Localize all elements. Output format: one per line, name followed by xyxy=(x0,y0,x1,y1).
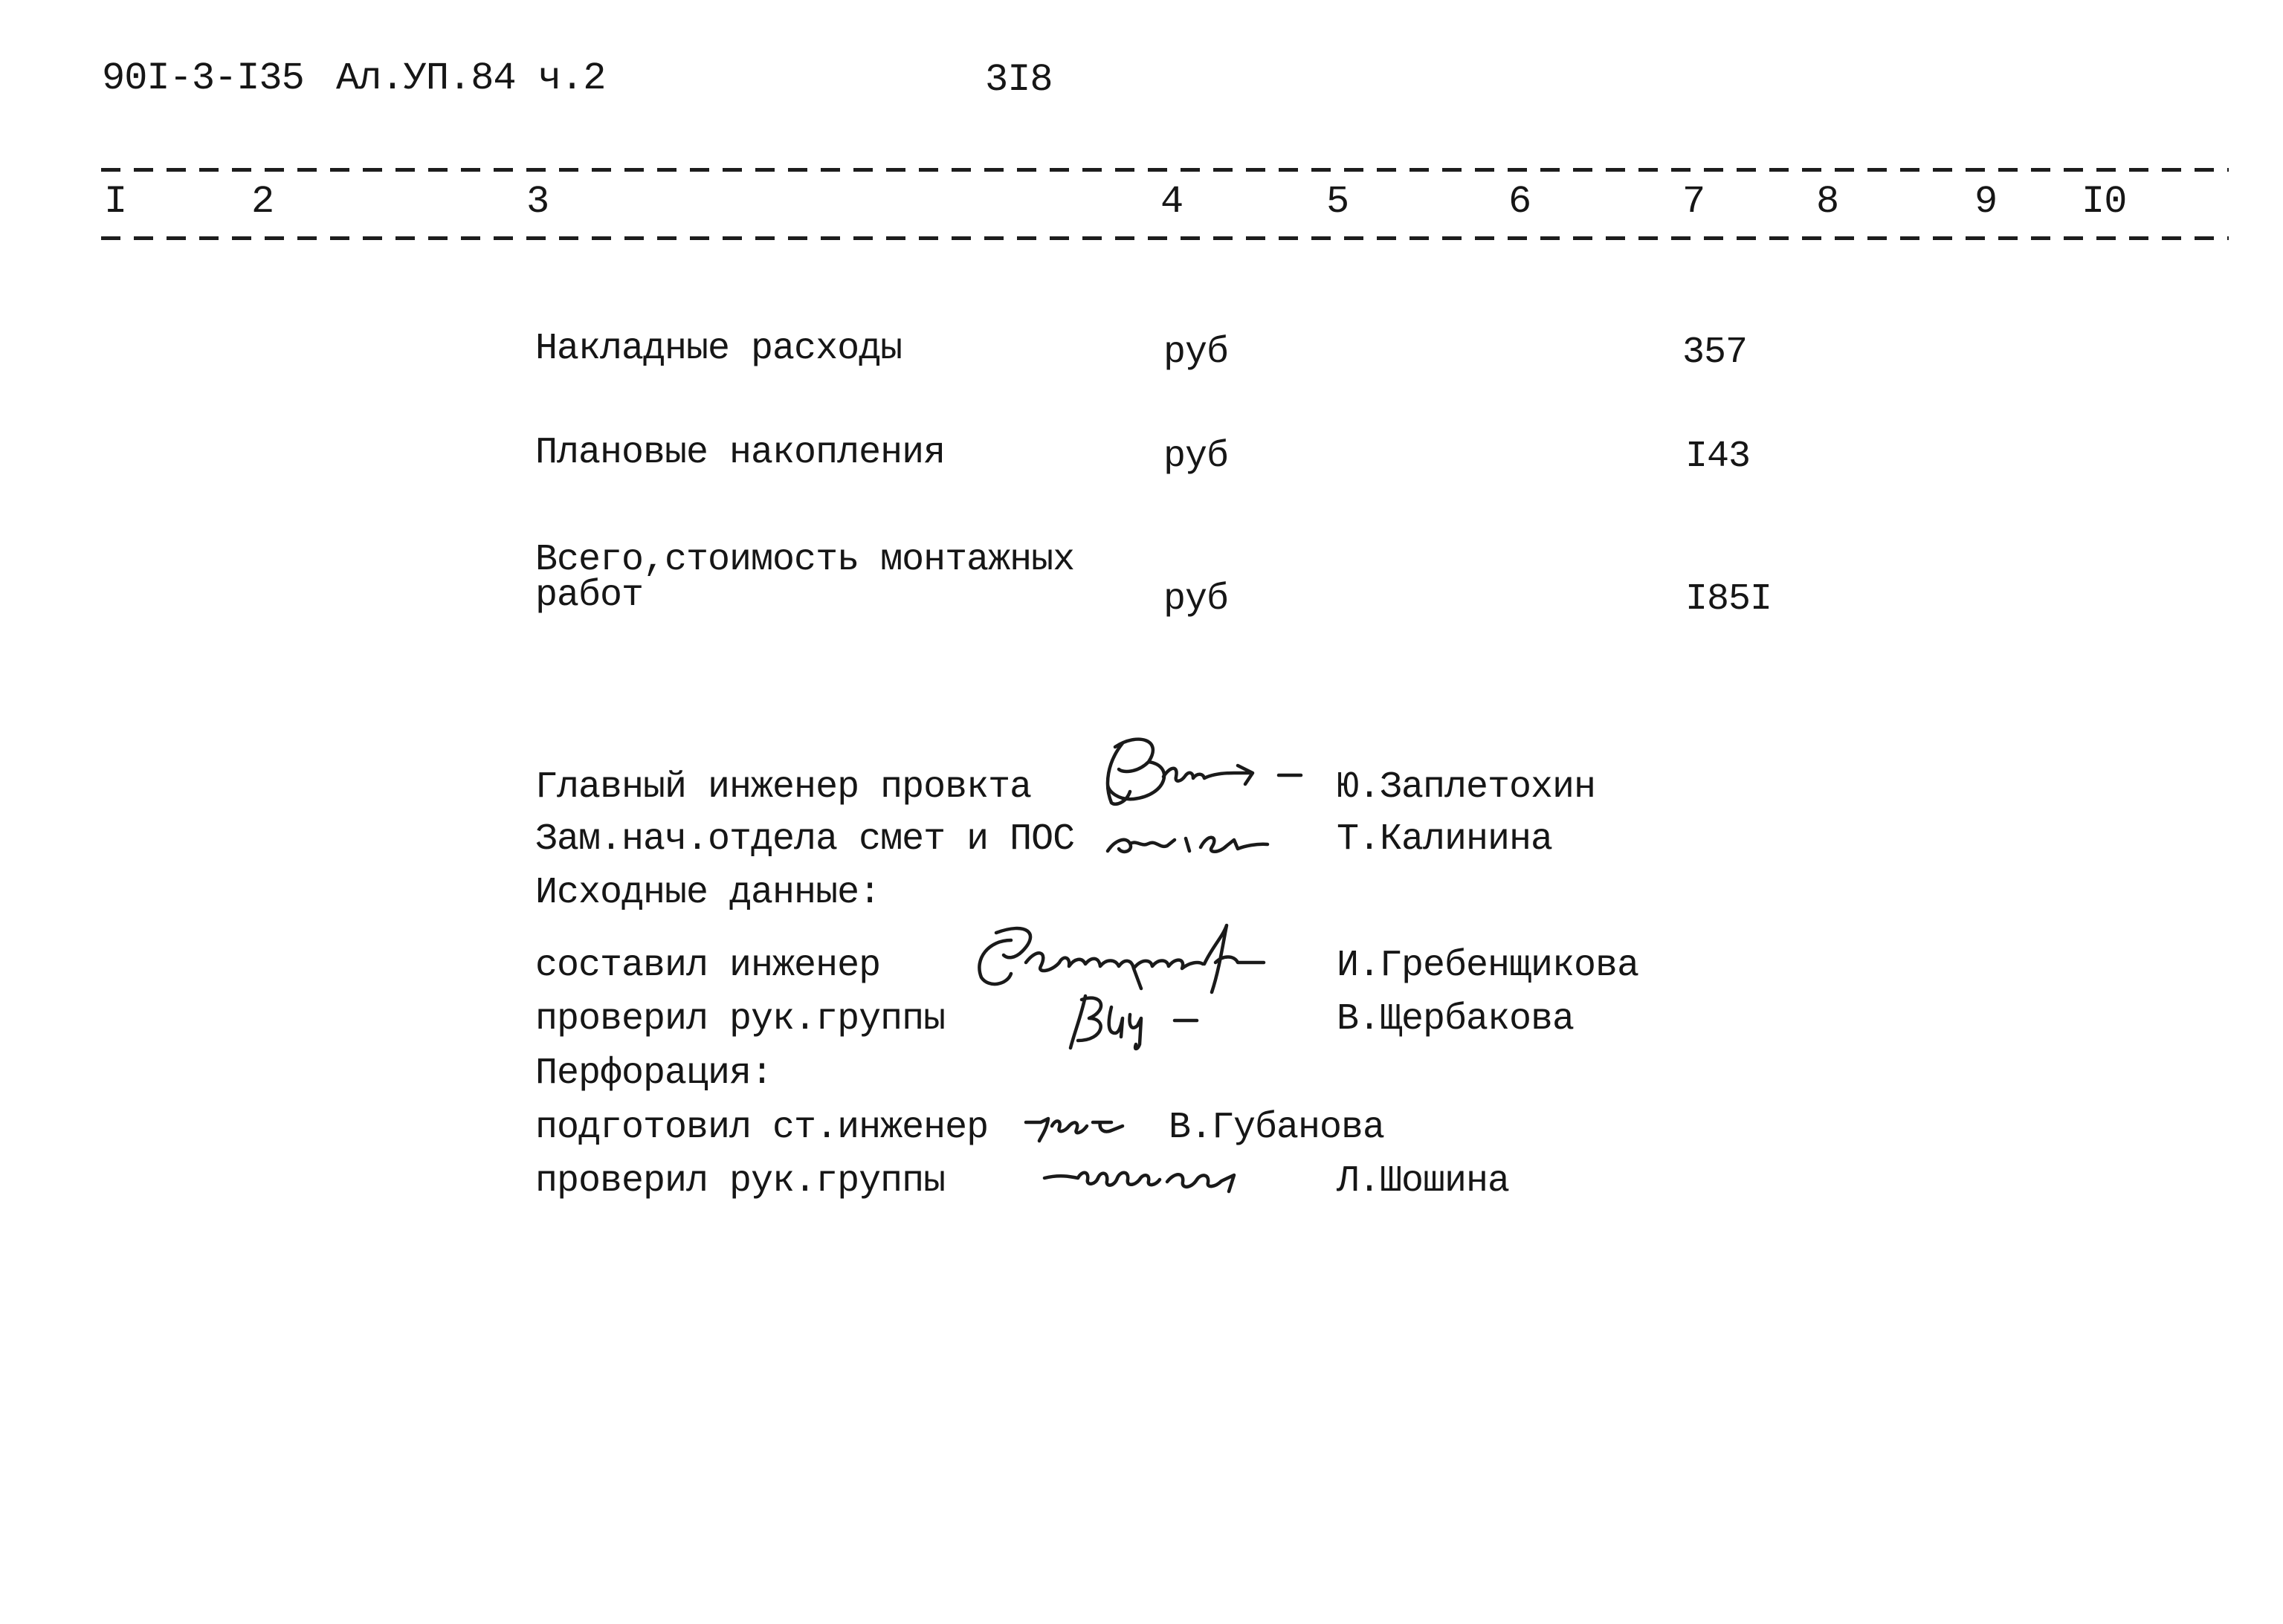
checked-source-role: проверил рук.группы xyxy=(535,998,946,1041)
document-code: 90I-3-I35 xyxy=(102,56,304,100)
column-number-10: I0 xyxy=(2082,180,2127,224)
deputy-head-signature xyxy=(1100,818,1271,862)
checked-source-name: В.Щербакова xyxy=(1337,998,1575,1041)
row-name: Всего,стоимость монтажных работ xyxy=(535,539,1075,617)
row-value: I43 xyxy=(1685,436,1751,478)
chief-engineer-signature xyxy=(1093,732,1308,814)
source-data-heading: Исходные данные: xyxy=(535,872,881,914)
row-value: 357 xyxy=(1682,331,1748,374)
column-header-top-rule xyxy=(101,168,2229,172)
row-unit: руб xyxy=(1163,331,1229,374)
prepared-name: В.Губанова xyxy=(1169,1107,1385,1149)
row-unit: руб xyxy=(1163,436,1229,478)
compiled-role: составил инженер xyxy=(535,945,881,987)
checked-perforation-name: Л.Шошина xyxy=(1337,1160,1510,1203)
checked-perforation-signature xyxy=(1037,1156,1253,1200)
prepared-role: подготовил ст.инженер xyxy=(535,1107,989,1149)
column-number-5: 5 xyxy=(1326,180,1349,224)
column-number-1: I xyxy=(104,180,127,224)
column-number-7: 7 xyxy=(1682,180,1705,224)
chief-engineer-name: Ю.Заплетохин xyxy=(1337,766,1596,809)
column-number-4: 4 xyxy=(1160,180,1184,224)
checked-source-signature xyxy=(1063,985,1212,1052)
prepared-signature xyxy=(1018,1104,1137,1148)
row-value: I85I xyxy=(1685,578,1772,621)
deputy-head-role: Зам.нач.отдела смет и ПОС xyxy=(535,818,1075,861)
column-number-2: 2 xyxy=(251,180,274,224)
checked-perforation-role: проверил рук.группы xyxy=(535,1160,946,1203)
row-name: Накладные расходы xyxy=(535,328,902,370)
deputy-head-name: Т.Калинина xyxy=(1337,818,1553,861)
row-unit: руб xyxy=(1163,578,1229,621)
compiled-name: И.Гребенщикова xyxy=(1337,945,1639,987)
page-number: 3I8 xyxy=(985,58,1053,102)
perforation-heading: Перфорация: xyxy=(535,1052,773,1095)
column-number-3: 3 xyxy=(526,180,549,224)
album-reference: Ал.УП.84 ч.2 xyxy=(336,56,606,100)
row-name: Плановые накопления xyxy=(535,432,946,474)
column-number-8: 8 xyxy=(1816,180,1839,224)
column-header-bottom-rule xyxy=(101,236,2229,240)
chief-engineer-role: Главный инженер провкта xyxy=(535,766,1032,809)
column-number-9: 9 xyxy=(1974,180,1998,224)
column-number-6: 6 xyxy=(1508,180,1531,224)
